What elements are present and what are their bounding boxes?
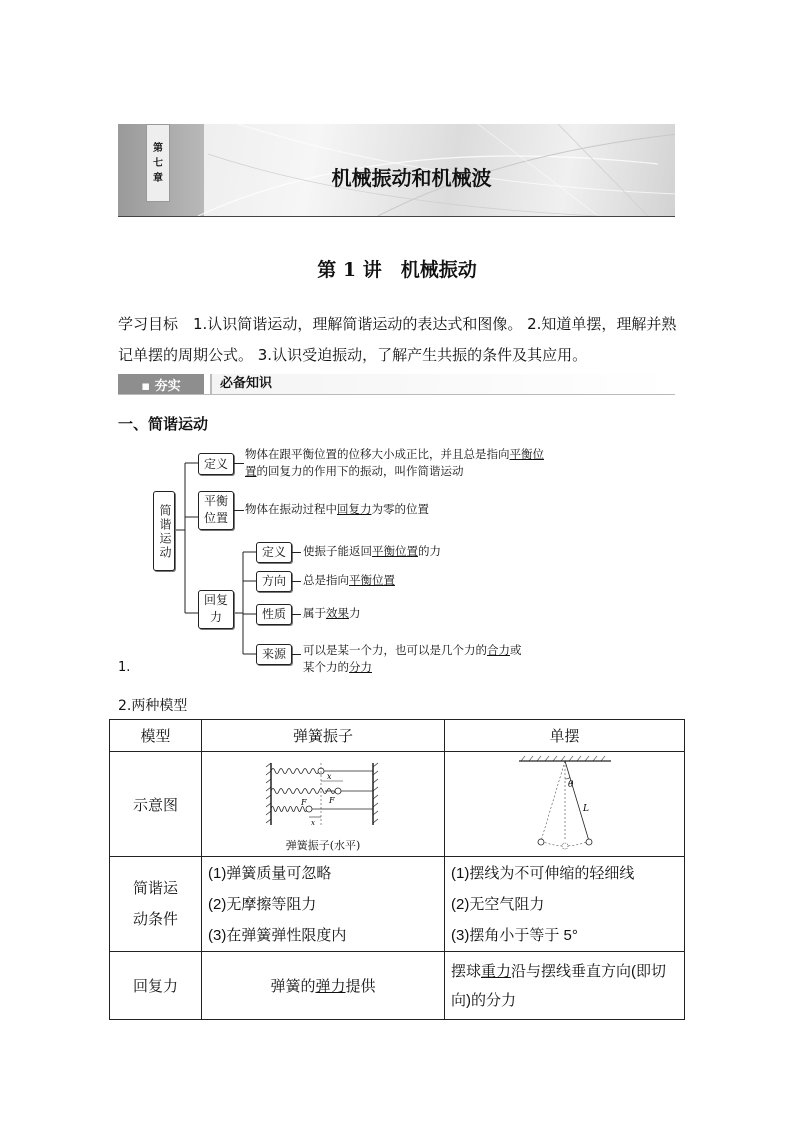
spring-condition-item: (3)在弹簧弹性限度内	[208, 926, 347, 944]
row-label-conditions	[110, 857, 202, 952]
restoring-direction-node	[256, 571, 292, 592]
pendulum-force-pre: 摆球	[451, 962, 482, 980]
restoring-source-node	[256, 644, 292, 665]
lesson-title: 第 1 讲 机械振动	[317, 259, 477, 281]
root-node-label: 简谐运动	[158, 504, 172, 560]
models-table	[109, 719, 685, 1020]
row-label-conditions-line: 动条件	[132, 911, 178, 928]
restoring-dir-underlined: 平衡位置	[349, 573, 395, 587]
section-tag: ▪ 夯实	[118, 374, 204, 394]
pendulum-condition-item: (3)摆角小于等于 5°	[451, 926, 578, 944]
restoring-src-mid: 或	[510, 643, 522, 657]
pendulum-force-underlined: 重力	[481, 962, 512, 980]
spring-x-label: x	[311, 819, 315, 827]
definition-node	[198, 453, 234, 475]
spring-force-cell	[202, 952, 445, 1020]
equilibrium-connector	[233, 510, 244, 511]
pendulum-force-post: 沿与摆线垂直方向(即切向)的分力	[451, 962, 667, 1009]
pendulum-conditions-cell	[445, 857, 685, 952]
pendulum-diagram	[515, 755, 615, 853]
restoring-definition-connector	[291, 552, 301, 553]
restoring-src-underlined-2: 分力	[349, 660, 372, 674]
spring-condition-item: (1)弹簧质量可忽略	[208, 864, 332, 882]
concept-root-node	[153, 491, 175, 571]
restoring-def-pre: 使振子能返回	[303, 544, 372, 558]
restoring-definition-node	[256, 542, 292, 563]
pendulum-theta-label: θ	[567, 780, 573, 790]
row-label-conditions-line: 简谐运	[132, 880, 178, 897]
restoring-nat-pre: 属于	[303, 606, 326, 620]
definition-connector	[233, 463, 244, 464]
section-bar	[118, 374, 675, 395]
restoring-nature-label: 性质	[261, 607, 286, 621]
spring-conditions-cell	[202, 857, 445, 952]
spring-f-label: F	[329, 796, 335, 805]
restoring-force-node-label: 回复力	[203, 593, 228, 624]
restoring-force-node	[198, 590, 234, 629]
spring-oscillator-diagram	[263, 759, 383, 837]
spring-oscillator-figure-cell	[202, 752, 445, 857]
equilibrium-node-label: 平衡位置	[203, 494, 228, 525]
restoring-dir-pre: 总是指向	[303, 573, 349, 587]
table-header-cell: 模型	[110, 720, 202, 752]
chapter-title: 机械振动和机械波	[331, 166, 492, 190]
table-row	[110, 952, 685, 1020]
spring-condition-item: (2)无摩擦等阻力	[208, 895, 317, 913]
restoring-nature-description	[303, 605, 563, 622]
restoring-direction-description	[303, 572, 563, 589]
pendulum-length-label: L	[582, 804, 589, 814]
pendulum-condition-item: (1)摆线为不可伸缩的轻细线	[451, 864, 635, 882]
spring-f-label: F	[301, 798, 307, 807]
pendulum-force-cell	[445, 952, 685, 1020]
table-header-cell: 弹簧振子	[202, 720, 445, 752]
row-label-restoring-force: 回复力	[110, 952, 202, 1020]
chapter-banner	[118, 124, 675, 217]
restoring-direction-connector	[291, 581, 301, 582]
spring-figure-caption: 弹簧振子(水平)	[285, 839, 361, 852]
spring-x-label: x	[327, 772, 332, 781]
restoring-definition-label: 定义	[261, 545, 286, 559]
section-heading: 一、简谐运动	[118, 415, 209, 433]
spring-force-post: 提供	[345, 978, 376, 995]
restoring-definition-description	[303, 543, 563, 560]
equilibrium-desc-pre: 物体在振动过程中	[245, 502, 337, 516]
equilibrium-node	[198, 491, 234, 530]
restoring-nat-underlined: 效果	[326, 606, 349, 620]
restoring-nature-connector	[291, 614, 301, 615]
restoring-def-post: 的力	[418, 544, 441, 558]
spring-force-underlined: 弹力	[315, 978, 346, 995]
table-header-cell: 单摆	[445, 720, 685, 752]
section-label: 必备知识	[210, 374, 675, 394]
pendulum-figure-cell	[445, 752, 685, 857]
chapter-tab-char: 第	[153, 142, 163, 154]
restoring-source-description	[303, 642, 563, 676]
row-label-figure: 示意图	[110, 752, 202, 857]
pendulum-condition-item: (2)无空气阻力	[451, 895, 545, 913]
table-row	[110, 752, 685, 857]
learning-objectives: 学习目标 1.认识简谐运动，理解简谐运动的表达式和图像。 2.知道单摆，理解并熟记单摆的周期公式。 3.认识受迫振动，了解产生共振的条件及其应用。	[118, 315, 677, 364]
restoring-src-underlined: 合力	[487, 643, 510, 657]
definition-desc-underlined: 平衡位置	[245, 447, 544, 478]
restoring-src-pre: 可以是某一个力，也可以是几个力的	[303, 643, 487, 657]
definition-desc-post: 的回复力的作用下的振动，叫作简谐运动	[256, 464, 464, 478]
equilibrium-desc-post: 为零的位置	[371, 502, 429, 516]
item-number: 1.	[118, 660, 131, 675]
restoring-source-label: 来源	[261, 647, 286, 661]
definition-desc-pre: 物体在跟平衡位置的位移大小成正比，并且总是指向	[245, 447, 510, 461]
table-row	[110, 720, 685, 752]
definition-description	[245, 446, 555, 480]
restoring-nat-post: 力	[349, 606, 361, 620]
chapter-tab-char: 七	[153, 157, 163, 169]
restoring-def-underlined: 平衡位置	[372, 544, 418, 558]
restoring-src-pre2: 某个力的	[303, 660, 349, 674]
subsection-heading: 2.两种模型	[118, 698, 188, 714]
chapter-tab-char: 章	[153, 172, 163, 184]
spring-force-pre: 弹簧的	[270, 978, 316, 995]
equilibrium-desc-underlined: 回复力	[337, 502, 372, 516]
restoring-source-connector	[291, 654, 301, 655]
definition-node-label: 定义	[203, 457, 228, 471]
equilibrium-description	[245, 501, 565, 518]
table-row	[110, 857, 685, 952]
restoring-direction-label: 方向	[261, 574, 286, 588]
restoring-nature-node	[256, 604, 292, 625]
